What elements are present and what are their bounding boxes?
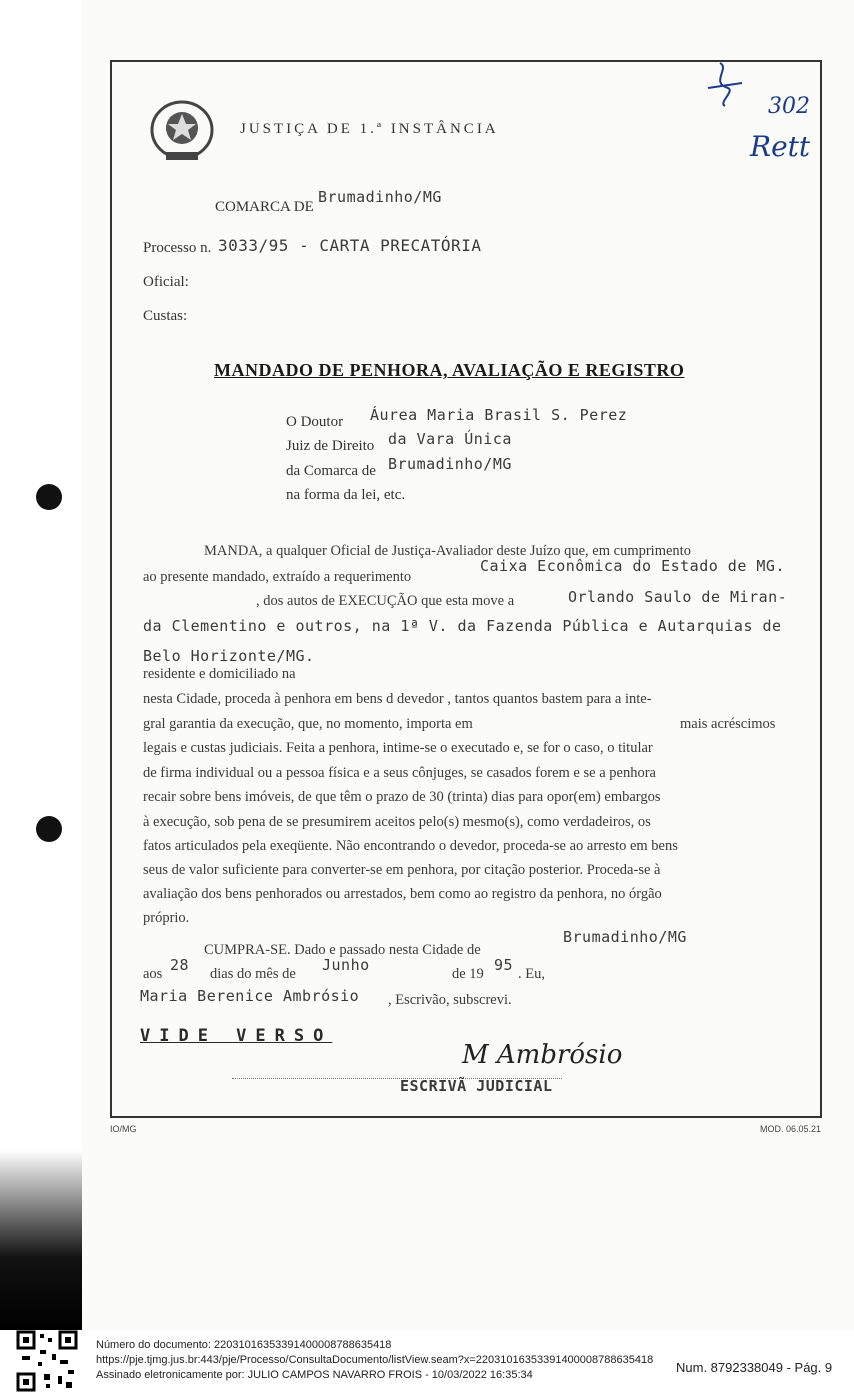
executado-typed-3: Belo Horizonte/MG. xyxy=(143,647,315,665)
body-line-9: legais e custas judiciais. Feita a penhora, intime-se o executado e, se for o caso, o titular xyxy=(143,740,653,756)
coat-of-arms-seal xyxy=(146,98,218,166)
footer-num-page: Num. 8792338049 - Pág. 9 xyxy=(676,1360,833,1375)
handwritten-rubric: Rett xyxy=(750,130,811,163)
judge-comarca-value: Brumadinho/MG xyxy=(388,455,512,473)
cidade-typed: Brumadinho/MG xyxy=(563,928,687,946)
mes-typed: Junho xyxy=(322,956,370,974)
form-code-left: IO/MG xyxy=(110,1124,137,1134)
juiz-label: Juiz de Direito xyxy=(286,438,375,454)
body-line-3: , dos autos de EXECUÇÃO que esta move a xyxy=(256,593,515,609)
processo-value: 3033/95 - CARTA PRECATÓRIA xyxy=(218,236,482,255)
eu-label: . Eu, xyxy=(518,966,545,982)
forma-text: na forma da lei, etc. xyxy=(286,487,406,503)
custas-label: Custas: xyxy=(143,308,188,324)
signature-label: ESCRIVÃ JUDICIAL xyxy=(400,1077,553,1095)
body-line-16: próprio. xyxy=(143,910,190,926)
aos-label: aos xyxy=(143,966,163,982)
oficial-label: Oficial: xyxy=(143,274,189,290)
punch-hole-top xyxy=(36,484,62,510)
escrivao-signature: M Ambrósio xyxy=(462,1040,623,1070)
body-line-1: MANDA, a qualquer Oficial de Justiça-Avaliador deste Juízo que, em cumprimento xyxy=(204,543,691,559)
court-title: JUSTIÇA DE 1.ª INSTÂNCIA xyxy=(240,121,499,137)
vide-verso: VIDE VERSO xyxy=(140,1026,333,1046)
body-line-8a: gral garantia da execução, que, no momento, importa em xyxy=(143,716,473,732)
body-line-8b: mais acréscimos xyxy=(680,716,776,732)
doutor-label: O Doutor xyxy=(286,414,344,430)
judge-comarca-label: da Comarca de xyxy=(286,463,376,479)
executado-typed-2: da Clementino e outros, na 1ª V. da Fazenda Pública e Autarquias de xyxy=(143,617,782,635)
de-19-label: de 19 xyxy=(452,966,484,982)
handwritten-mark xyxy=(700,58,750,108)
juiz-value: da Vara Única xyxy=(388,430,512,448)
body-line-10: de firma individual ou a pessoa física e a seus cônjuges, se casados forem e se a penhora xyxy=(143,765,656,781)
handwritten-page-number: 302 xyxy=(768,94,810,119)
doutor-value: Áurea Maria Brasil S. Perez xyxy=(370,406,628,424)
processo-label: Processo n. xyxy=(143,240,212,256)
escrivao-label: , Escrivão, subscrevi. xyxy=(388,992,512,1008)
requerente-typed: Caixa Econômica do Estado de MG. xyxy=(480,557,785,575)
body-line-6: residente e domiciliado na xyxy=(143,666,296,682)
footer-url[interactable]: https://pje.tjmg.jus.br:443/pje/Processo/ConsultaDocumento/listView.seam?x=22031016353391400008788635418 xyxy=(96,1354,654,1366)
footer-doc-number: Número do documento: 22031016353391400008788635418 xyxy=(96,1339,392,1351)
comarca-value: Brumadinho/MG xyxy=(318,188,442,206)
comarca-label: COMARCA DE xyxy=(215,199,314,215)
body-line-14: seus de valor suficiente para converter-se em penhora, por citação posterior. Proceda-se à xyxy=(143,862,661,878)
qr-code-pattern xyxy=(16,1330,78,1392)
body-line-12: à execução, sob pena de se presumirem aceitos pelo(s) mesmo(s), como verdadeiros, os xyxy=(143,814,651,830)
footer-signed: Assinado eletronicamente por: JULIO CAMPOS NAVARRO FROIS - 10/03/2022 16:35:34 xyxy=(96,1369,533,1381)
escrivao-typed: Maria Berenice Ambrósio xyxy=(140,987,360,1005)
dia-typed: 28 xyxy=(170,956,190,974)
punch-hole-bottom xyxy=(36,816,62,842)
dias-do-mes-label: dias do mês de xyxy=(210,966,296,982)
body-line-15: avaliação dos bens penhorados ou arrestados, bem como ao registro da penhora, no órgão xyxy=(143,886,662,902)
body-line-13: fatos articulados pela exeqüente. Não encontrando o devedor, proceda-se ao arresto em bens xyxy=(143,838,678,854)
scan-shadow xyxy=(0,1150,82,1330)
document-title: MANDADO DE PENHORA, AVALIAÇÃO E REGISTRO xyxy=(214,360,685,380)
executado-typed-1: Orlando Saulo de Miran- xyxy=(568,588,788,606)
ano-typed: 95 xyxy=(494,956,514,974)
body-line-11: recair sobre bens imóveis, de que têm o prazo de 30 (trinta) dias para opor(em) embargos xyxy=(143,789,661,805)
body-line-7: nesta Cidade, proceda à penhora em bens d devedor , tantos quantos bastem para a inte- xyxy=(143,691,652,707)
form-code-right: MOD. 06.05.21 xyxy=(760,1124,822,1134)
cumpra-text: CUMPRA-SE. Dado e passado nesta Cidade de xyxy=(204,942,481,958)
body-line-2: ao presente mandado, extraído a requerimento xyxy=(143,569,412,585)
